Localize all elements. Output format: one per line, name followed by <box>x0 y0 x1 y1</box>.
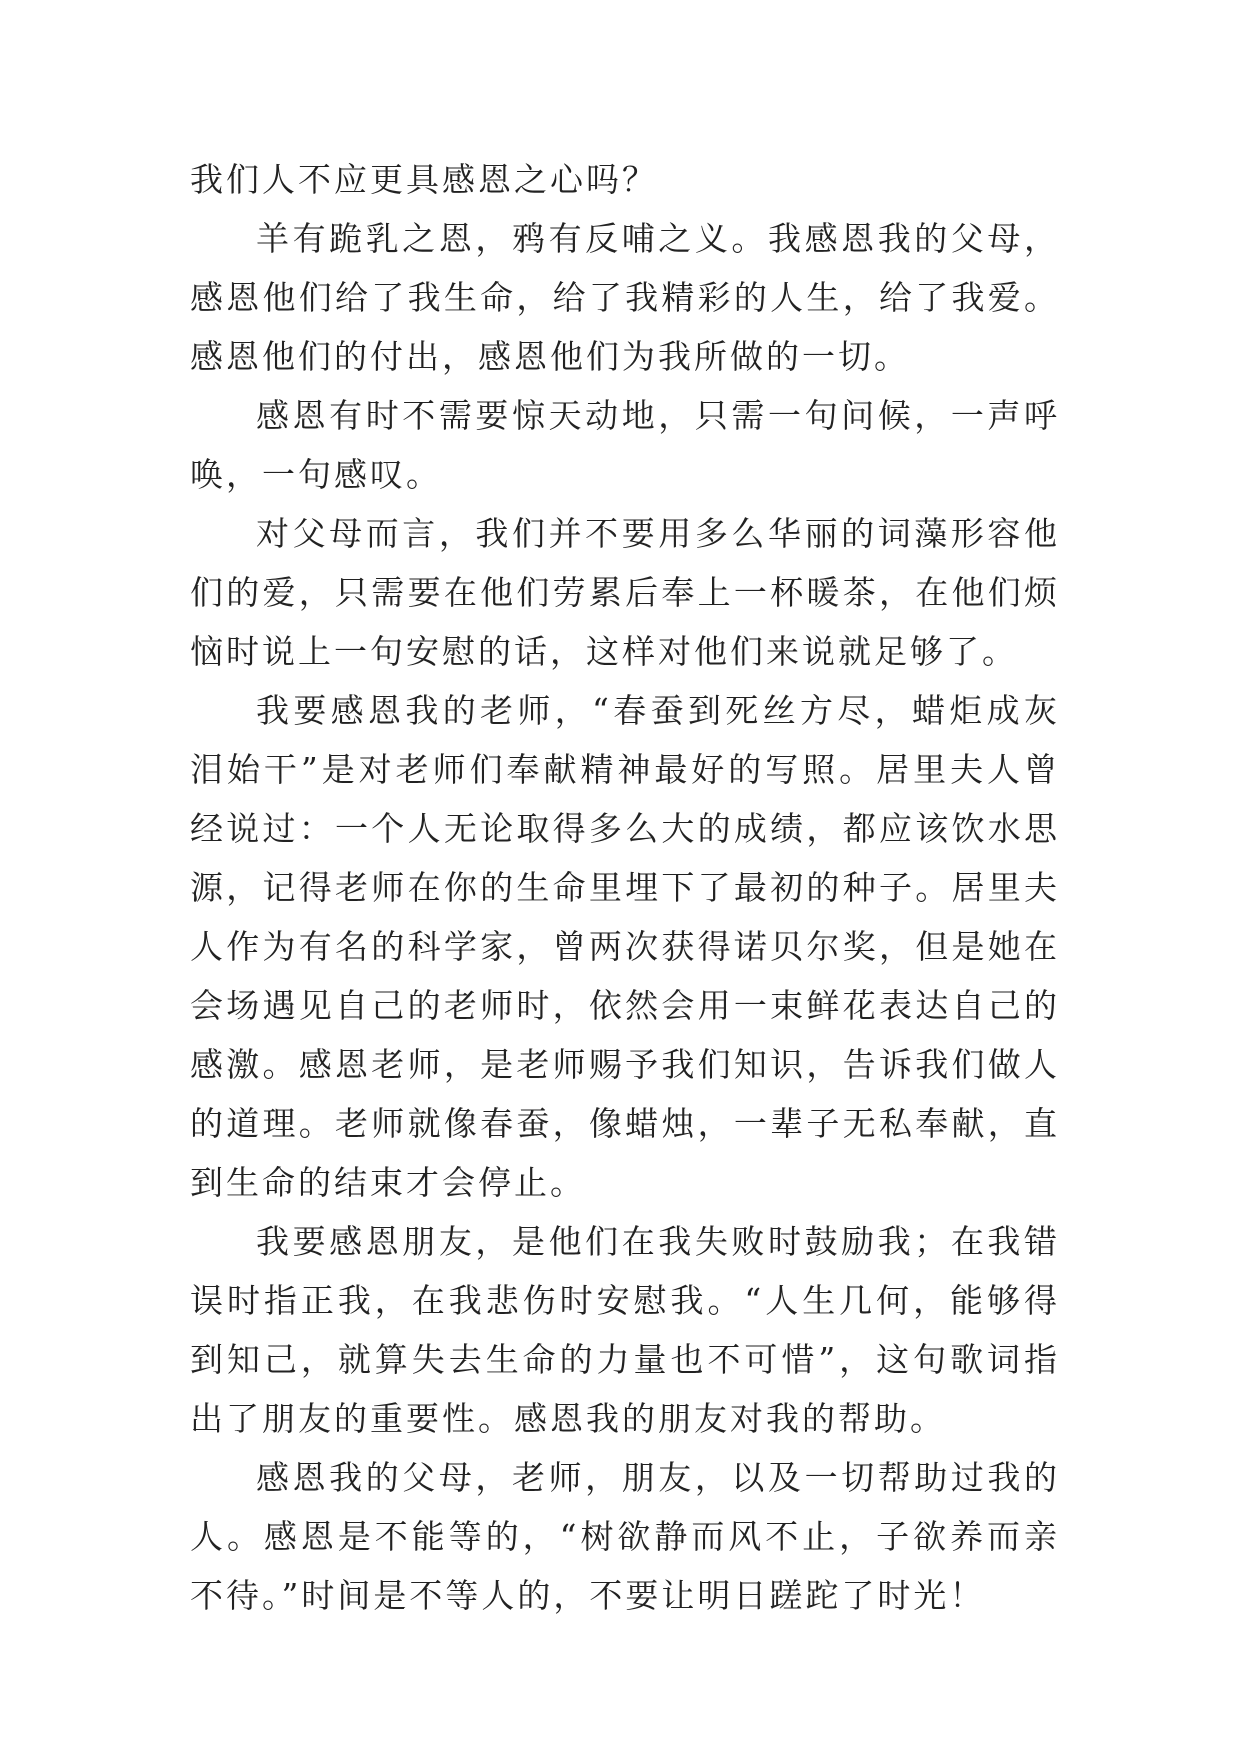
paragraph-7: 感恩我的父母，老师，朋友，以及一切帮助过我的人。感恩是不能等的，“树欲静而风不止，子欲养而亲不待。”时间是不等人的，不要让明日蹉跎了时光！ <box>190 1458 1060 1615</box>
document-page <box>190 150 1060 1625</box>
paragraph-6: 我要感恩朋友，是他们在我失败时鼓励我；在我错误时指正我，在我悲伤时安慰我。“人生几何，能够得到知己，就算失去生命的力量也不可惜”，这句歌词指出了朋友的重要性。感恩我的朋友对我的帮助。 <box>190 1222 1060 1438</box>
paragraph-5: 我要感恩我的老师，“春蚕到死丝方尽，蜡炬成灰泪始干”是对老师们奉献精神最好的写照。居里夫人曾经说过：一个人无论取得多么大的成绩，都应该饮水思源，记得老师在你的生命里埋下了最初的种子。居里夫人作为有名的科学家，曾两次获得诺贝尔奖，但是她在会场遇见自己的老师时，依然会用一束鲜花表达自己的感激。感恩老师，是老师赐予我们知识，告诉我们做人的道理。老师就像春蚕，像蜡烛，一辈子无私奉献，直到生命的结束才会停止。 <box>190 691 1060 1202</box>
paragraph-4: 对父母而言，我们并不要用多么华丽的词藻形容他们的爱，只需要在他们劳累后奉上一杯暖茶，在他们烦恼时说上一句安慰的话，这样对他们来说就足够了。 <box>190 514 1060 671</box>
paragraph-3: 感恩有时不需要惊天动地，只需一句问候，一声呼唤，一句感叹。 <box>190 396 1060 494</box>
paragraph-1: 我们人不应更具感恩之心吗？ <box>190 160 658 199</box>
paragraph-2: 羊有跪乳之恩，鸦有反哺之义。我感恩我的父母，感恩他们给了我生命，给了我精彩的人生，给了我爱。感恩他们的付出，感恩他们为我所做的一切。 <box>190 219 1060 376</box>
